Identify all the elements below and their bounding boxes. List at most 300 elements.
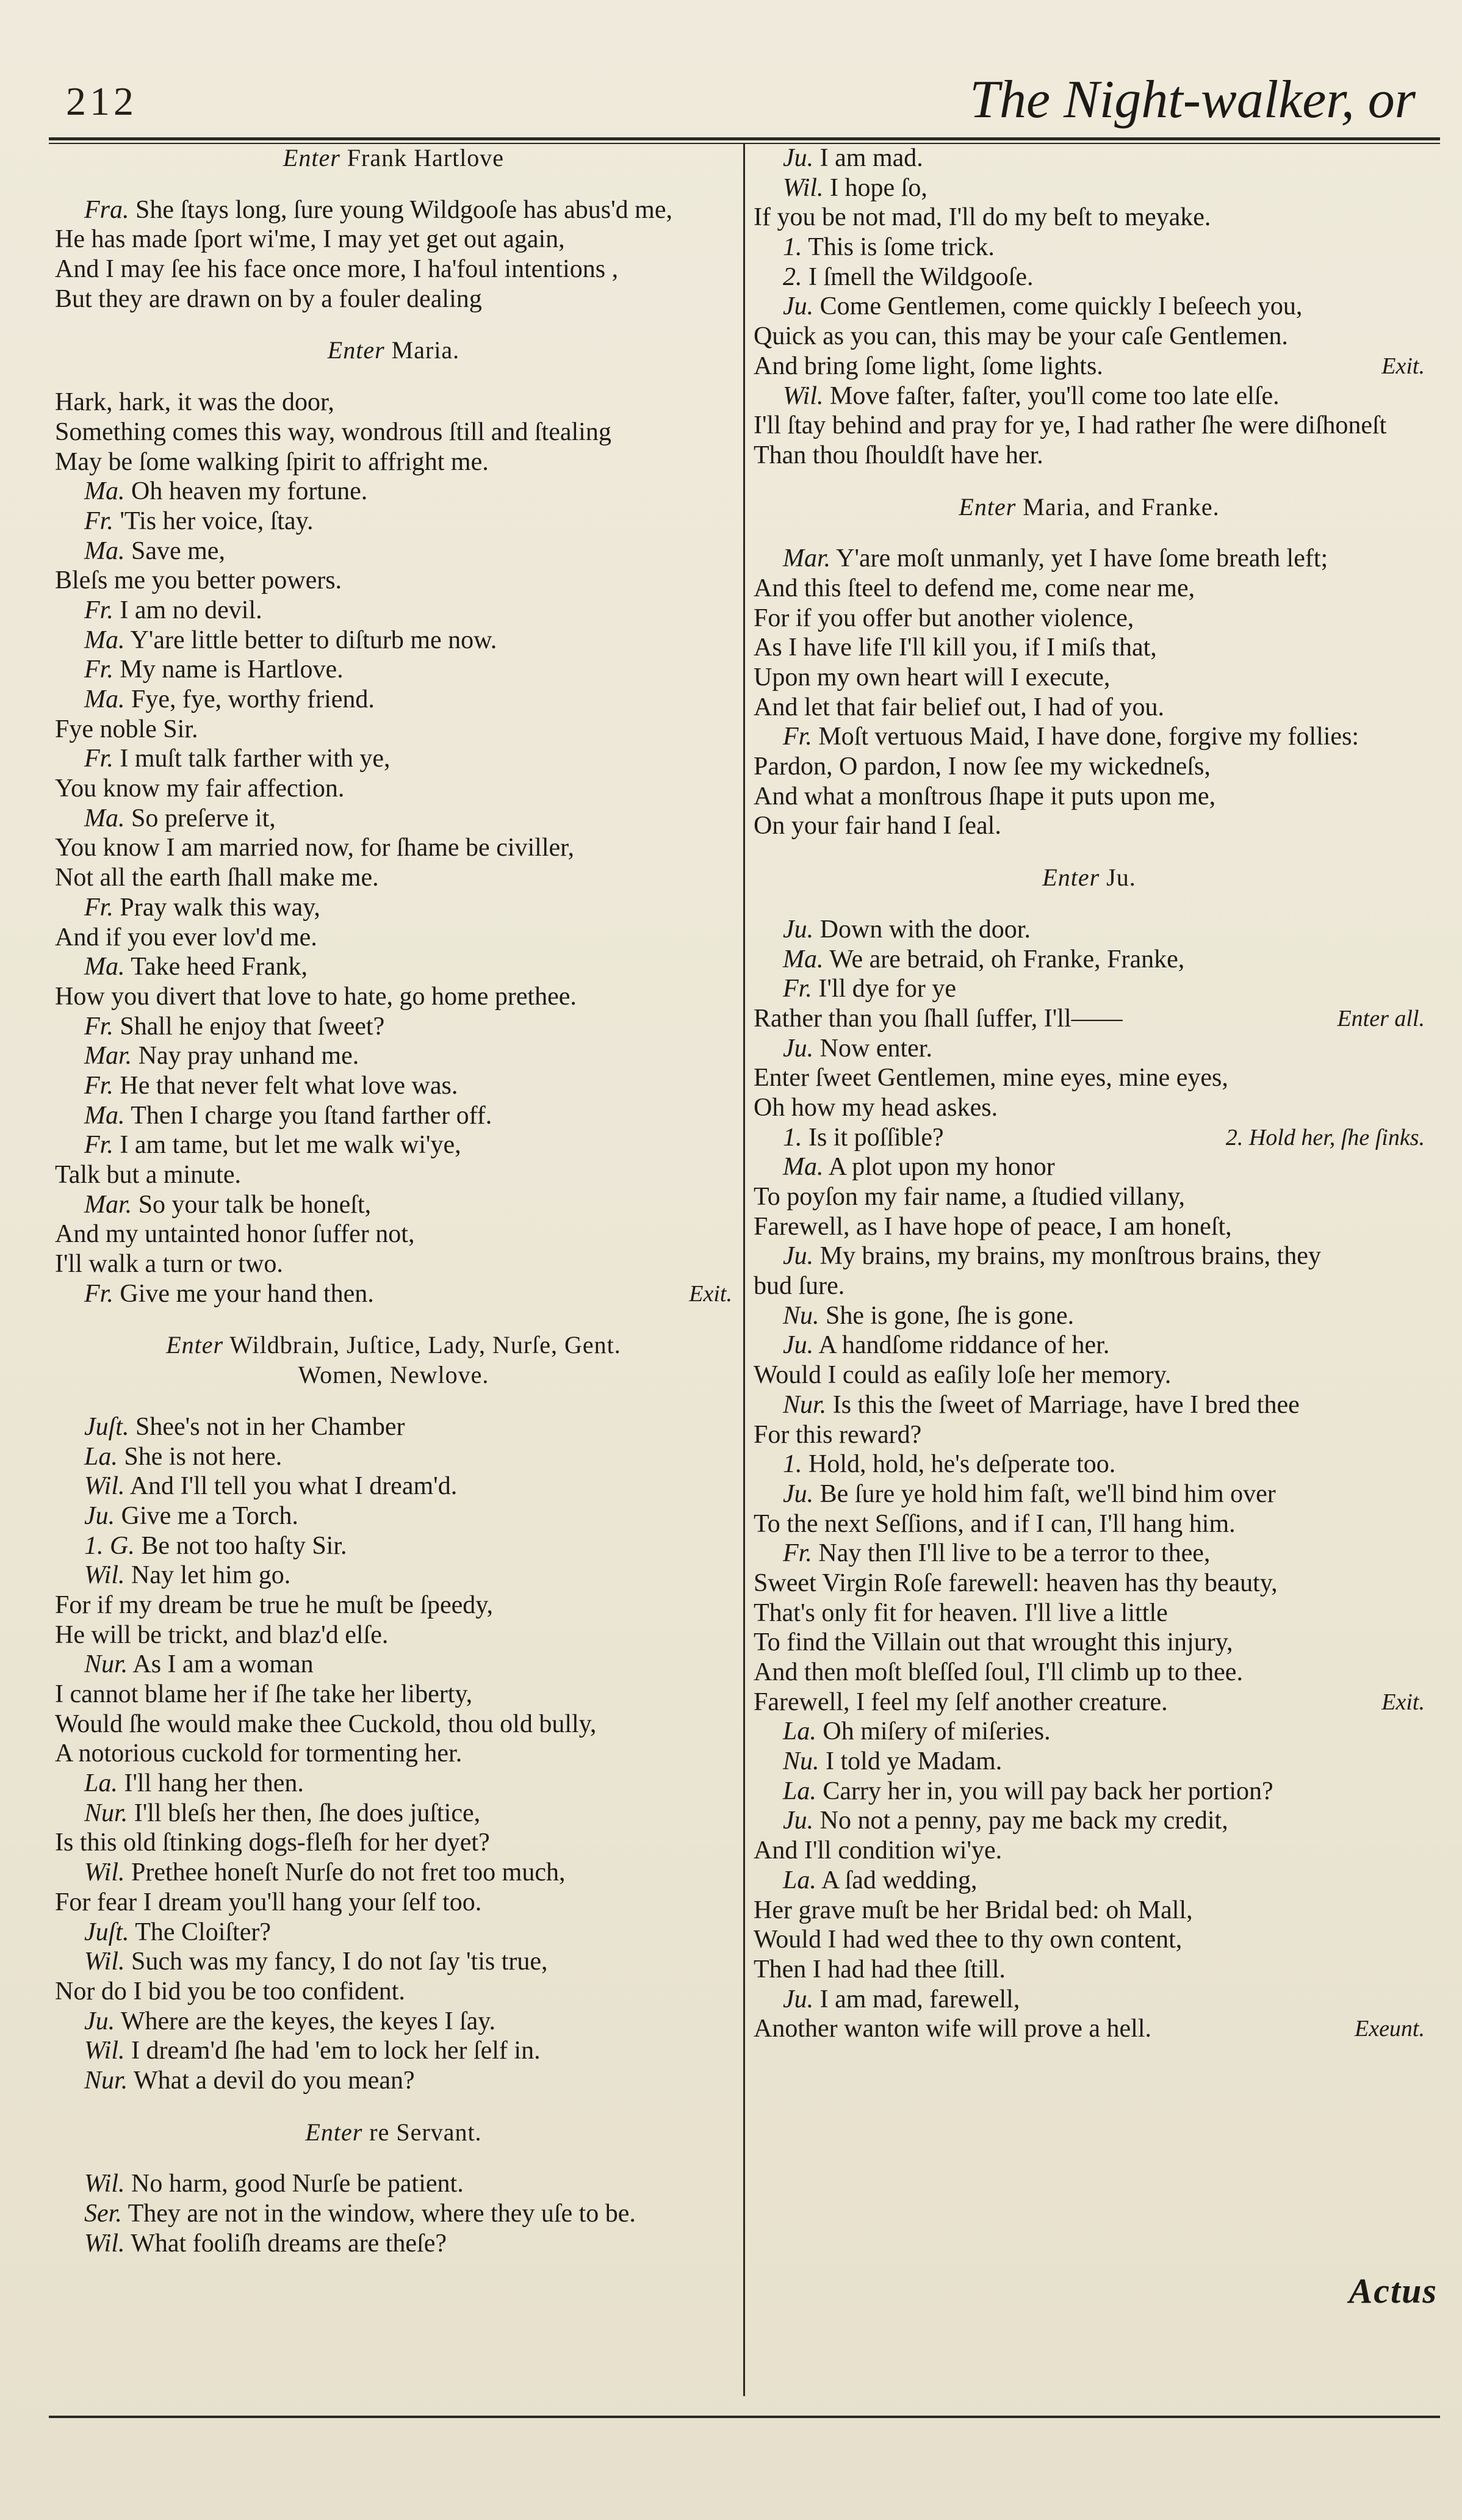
stage-direction-enter: Enter [959,493,1017,521]
speech-line [754,1717,1425,1747]
verse-line [754,352,1425,381]
verse-line [55,1160,732,1190]
line-text: A ſad wedding, [816,1866,978,1894]
line-text: For this reward? [754,1420,922,1449]
speech-line [55,1279,732,1309]
line-text: No harm, good Nurſe be patient. [124,2170,464,2198]
line-text: I ſmell the Wildgooſe. [802,262,1034,291]
speaker-name: Juſt. [84,1918,129,1946]
page-number: 212 [66,79,137,124]
speech-line [754,1985,1425,2015]
verse-line [55,923,732,953]
line-text: Another wanton wife will prove a hell. [754,2015,1151,2043]
line-text: Be not too haſty Sir. [134,1531,347,1560]
line-text: Farewell, as I have hope of peace, I am honeſt, [754,1212,1232,1241]
line-text: I'll dye for ye [812,975,957,1003]
line-text: Oh miſery of miſeries. [816,1717,1051,1746]
line-text: I'll walk a turn or two. [55,1250,283,1279]
verse-line [55,417,732,447]
line-text: To poyſon my fair name, a ſtudied villany, [754,1183,1186,1211]
line-text: Down with the door. [813,915,1031,944]
speech-line [754,292,1425,322]
speech-line [754,1301,1425,1331]
verse-line [754,1360,1425,1390]
speaker-name: Wil. [783,381,824,410]
speaker-name: Fr. [783,723,812,751]
line-text: Is it poſſible? [802,1123,944,1152]
line-text: And what a monſtrous ſhape it puts upon me, [754,782,1216,811]
verse-line [754,811,1425,841]
speech-line [55,1101,732,1131]
speech-line [55,685,732,715]
line-text: I'll bleſs her then, ſhe does juſtice, [128,1799,481,1827]
line-text: And I may ſee his face once more, I ha'foul intentions , [55,255,619,284]
line-text: Pardon, O pardon, I now ſee my wickedneſs, [754,753,1211,781]
line-text: Hark, hark, it was the door, [55,388,334,417]
line-text: Pray walk this way, [113,893,320,922]
line-text: I am tame, but let me walk wi'ye, [113,1131,461,1160]
line-text: bud ſure. [754,1272,845,1301]
speech-line [55,893,732,923]
speaker-name: Ma. [84,626,125,654]
line-text: You know I am married now, for ſhame be civiller, [55,834,574,862]
exit-direction: Exit. [1381,1689,1425,1715]
speaker-name: Ma. [84,1101,125,1130]
line-text: And I'll tell you what I dream'd. [124,1472,458,1501]
speaker-name: Fr. [84,893,113,922]
verse-line [754,1658,1425,1688]
speaker-name: Fr. [84,745,113,773]
speech-line [55,1471,732,1501]
speech-line [55,195,732,225]
line-text: Now enter. [813,1034,932,1063]
line-text: I hope ſo, [823,173,927,202]
line-text: To the next Seſſions, and if I can, I'll hang him. [754,1509,1236,1538]
speech-line [754,974,1425,1004]
line-text: If you be not mad, I'll do my beſt to meyake. [754,203,1211,232]
speech-line [754,1866,1425,1896]
line-text: Her grave muſt be her Bridal bed: oh Mall, [754,1896,1193,1924]
verse-line [754,1509,1425,1539]
speech-line [754,945,1425,975]
left-column [55,143,732,2258]
line-text: And let that fair belief out, I had of you. [754,693,1164,721]
speaker-name: Nu. [783,1747,819,1776]
line-text: Nay then I'll live to be a terror to thee, [812,1539,1211,1568]
line-text: And I'll condition wi'ye. [754,1836,1003,1865]
line-text: She ſtays long, ſure young Wildgooſe has abus'd me, [129,195,672,224]
stage-direction [55,1330,732,1360]
speech-line [55,1071,732,1101]
line-text: Nor do I bid you be too confident. [55,1977,405,2006]
line-text: They are not in the window, where they uſe to be. [121,2200,636,2228]
line-text: A plot upon my honor [823,1153,1055,1182]
line-text: Would I had wed thee to thy own content, [754,1926,1183,1954]
line-text: Move faſter, faſter, you'll come too late elſe. [823,381,1280,410]
line-text: But they are drawn on by a fouler dealing [55,284,482,313]
verse-line [55,1977,732,2007]
speaker-name: Fr. [84,1012,113,1041]
line-text: My brains, my brains, my monſtrous brains, they [813,1242,1321,1271]
speech-line [754,143,1425,173]
line-text: Sweet Virgin Roſe farewell: heaven has thy beauty, [754,1569,1278,1597]
verse-line [754,1955,1425,1985]
line-text: He that never felt what love was. [113,1071,458,1100]
verse-line [754,633,1425,663]
line-text: Than thou ſhouldſt have her. [754,441,1043,469]
line-text: For if you offer but another violence, [754,604,1134,632]
verse-line [754,1212,1425,1242]
line-text: Is this the ſweet of Marriage, have I bred thee [826,1390,1300,1419]
line-text: I dream'd ſhe had 'em to lock her ſelf in. [124,2037,541,2065]
right-column [754,143,1425,2044]
line-text: Take heed Frank, [124,953,308,981]
speech-line [754,1539,1425,1569]
speaker-name: Fr. [84,1071,113,1100]
line-text: So your talk be honeſt, [132,1190,372,1219]
line-text: I am no devil. [113,596,262,624]
line-text: May be ſome walking ſpirit to affright me. [55,447,489,476]
line-text: A handſome riddance of her. [813,1331,1110,1360]
verse-line [55,255,732,284]
line-text: Not all the earth ſhall make me. [55,864,379,892]
stage-direction [754,863,1425,893]
line-text: And my untainted honor ſuffer not, [55,1220,415,1249]
line-text: She is not here. [117,1442,283,1471]
speaker-name: Wil. [84,1472,125,1501]
speaker-name: Fr. [84,507,113,535]
speech-line [55,2229,732,2259]
speech-line [55,2007,732,2037]
exit-direction: Exit. [689,1280,732,1307]
line-text: Enter ſweet Gentlemen, mine eyes, mine eyes, [754,1064,1228,1092]
speech-line [754,544,1425,574]
stage-direction-enter: Enter [327,336,385,364]
line-text: That's only fit for heaven. I'll live a little [754,1598,1168,1627]
verse-line [754,203,1425,233]
speaker-name: Fr. [84,655,113,684]
speaker-name: Ju. [783,144,814,172]
line-text: To find the Villain out that wrought this injury, [754,1628,1233,1657]
verse-line [754,1925,1425,1955]
speaker-name: Wil. [783,173,824,202]
speaker-name: Fr. [84,1279,113,1308]
stage-direction-text: Maria. [391,336,460,364]
verse-line [754,1688,1425,1717]
speaker-name: Wil. [84,1948,125,1976]
speaker-name: Nu. [783,1301,819,1330]
speaker-name: Fra. [84,195,129,224]
verse-line [55,566,732,596]
speaker-name: Wil. [84,2037,125,2065]
verse-line [55,774,732,804]
line-text: And this ſteel to defend me, come near me, [754,574,1195,602]
line-text: Save me, [124,536,225,565]
line-text: Fye, fye, worthy friend. [124,685,375,713]
page-header [49,58,1434,150]
speaker-name: La. [84,1442,118,1471]
line-text: He has made ſport wi'me, I may yet get out again, [55,225,565,254]
speaker-name: La. [783,1717,816,1746]
speech-line [55,1412,732,1442]
verse-line [55,863,732,893]
line-text: I'll ſtay behind and pray for ye, I had rather ſhe were diſhoneſt [754,411,1387,440]
stage-direction-text: Women, Newlove. [298,1361,489,1389]
speaker-name: 1. [783,1123,802,1152]
stage-direction [754,493,1425,522]
speaker-name: Ju. [783,1331,814,1360]
line-text: I'll hang her then. [117,1769,304,1798]
speech-line [55,1858,732,1888]
verse-line [55,388,732,417]
verse-line [754,1896,1425,1926]
verse-line [55,447,732,477]
verse-line [754,1063,1425,1093]
exit-direction: Exeunt. [1354,2016,1425,2042]
speech-line [754,381,1425,411]
speech-line [55,477,732,507]
stage-direction [55,143,732,173]
speaker-name: La. [84,1769,118,1798]
line-text: Shee's not in her Chamber [129,1412,405,1441]
line-text: We are betraid, oh Franke, Franke, [823,945,1185,973]
verse-line [754,411,1425,441]
verse-line [55,1888,732,1918]
line-text: Something comes this way, wondrous ſtill and ſtealing [55,417,611,446]
speech-line [754,1806,1425,1836]
stage-direction [55,2118,732,2148]
speech-line [754,1777,1425,1807]
line-text: Where are the keyes, the keyes I ſay. [115,2007,496,2035]
speech-line [55,1531,732,1561]
speech-line [55,2036,732,2066]
stage-direction [55,336,732,366]
speaker-name: Mar. [84,1042,132,1070]
verse-line [55,1680,732,1709]
speech-line [55,1012,732,1042]
speaker-name: Mar. [84,1190,132,1219]
verse-line [55,1828,732,1858]
line-text: I am mad. [813,144,923,172]
line-text: So preſerve it, [124,804,276,832]
line-text: Then I charge you ſtand farther off. [124,1101,492,1130]
line-text: Would I could as eaſily loſe her memory. [754,1361,1172,1390]
speaker-name: Ma. [84,536,125,565]
speaker-name: Wil. [84,2229,125,2258]
speech-line [55,626,732,655]
speech-line [754,233,1425,262]
speaker-name: Wil. [84,2170,125,2198]
verse-line [55,982,732,1012]
speech-line [55,744,732,774]
speech-line [55,1190,732,1220]
speaker-name: Ju. [783,1985,814,2013]
verse-line [754,1598,1425,1628]
line-text: Fye noble Sir. [55,715,198,743]
speaker-name: Ju. [783,1807,814,1835]
stage-direction-enter: Enter [283,144,340,171]
speaker-name: La. [783,1777,816,1805]
line-text: For fear I dream you'll hang your ſelf too. [55,1888,482,1916]
speech-line [55,655,732,685]
verse-line [55,1219,732,1249]
speaker-name: Ju. [783,1034,814,1063]
exit-direction: Enter all. [1337,1005,1425,1031]
verse-line [55,715,732,745]
line-text: Moſt vertuous Maid, I have done, forgive my follies: [812,723,1359,751]
speech-line [55,536,732,566]
speech-line [55,2066,732,2096]
verse-line [754,322,1425,352]
line-text: Nay pray unhand me. [132,1042,359,1070]
line-text: Would ſhe would make thee Cuckold, thou old bully, [55,1709,597,1738]
line-text: What fooliſh dreams are theſe? [124,2229,447,2258]
line-text: Bleſs me you better powers. [55,566,342,595]
stage-direction-enter: Enter [1042,864,1100,892]
line-text: Prethee honeſt Nurſe do not fret too much, [124,1858,566,1887]
verse-line [754,1093,1425,1123]
line-text: Rather than you ſhall ſuffer, I'll—— [754,1004,1123,1033]
speaker-name: Ju. [783,1242,814,1271]
column-divider [743,144,745,2396]
speaker-name: Fr. [783,1539,812,1568]
speech-line [55,1501,732,1531]
verse-line [754,1182,1425,1212]
speech-line [55,1918,732,1948]
speaker-name: Ma. [84,804,125,832]
speaker-name: Ju. [783,292,814,321]
verse-line [754,752,1425,782]
verse-line [754,663,1425,693]
line-text: No not a penny, pay me back my credit, [813,1807,1228,1835]
line-text: Nay let him go. [124,1561,291,1590]
speaker-name: Juſt. [84,1412,129,1441]
stage-direction-text: Maria, and Franke. [1023,493,1220,521]
speaker-name: Nur. [783,1390,827,1419]
stage-direction-text: Wildbrain, Juſtice, Lady, Nurſe, Gent. [229,1331,621,1359]
line-text: Be ſure ye hold him faſt, we'll bind him over [813,1479,1276,1508]
speaker-name: Nur. [84,1650,128,1679]
speech-line [55,952,732,982]
stage-direction-enter: Enter [166,1331,224,1359]
speaker-name: Ju. [783,915,814,944]
speaker-name: Nur. [84,2066,128,2095]
speech-line [754,1123,1425,1153]
speaker-name: Ser. [84,2200,122,2228]
line-text: Such was my fancy, I do not ſay 'tis true, [124,1948,548,1976]
verse-line [55,1739,732,1769]
line-text: I cannot blame her if ſhe take her liberty, [55,1680,473,1708]
speaker-name: Wil. [84,1858,125,1887]
speech-line [754,1330,1425,1360]
speaker-name: 1. [783,1450,802,1479]
speech-line [55,507,732,536]
speech-line [55,596,732,626]
speech-line [754,1152,1425,1182]
speaker-name: 1. G. [84,1531,135,1560]
verse-line [754,1420,1425,1450]
speech-line [55,1799,732,1829]
stage-direction-text: Ju. [1106,864,1136,892]
line-text: Talk but a minute. [55,1161,241,1189]
verse-line [55,284,732,314]
line-text: This is ſome trick. [802,233,995,262]
exit-direction: Exit. [1381,353,1425,379]
line-text: As I am a woman [128,1650,314,1679]
speaker-name: Ma. [84,953,125,981]
speaker-name: La. [783,1866,816,1894]
stage-direction-text: re Servant. [369,2118,482,2146]
speaker-name: Ma. [84,685,125,713]
line-text: I told ye Madam. [819,1747,1003,1776]
verse-line [55,1249,732,1279]
line-text: Y'are little better to diſturb me now. [124,626,497,654]
verse-line [55,1709,732,1739]
line-text: And bring ſome light, ſome lights. [754,352,1103,380]
speech-line [754,1479,1425,1509]
line-text: Shall he enjoy that ſweet? [113,1012,385,1041]
header-rule [49,137,1440,140]
line-text: Give me your hand then. [113,1279,374,1308]
verse-line [754,1569,1425,1598]
speech-line [55,2199,732,2229]
line-text: A notorious cuckold for tormenting her. [55,1739,463,1768]
speaker-name: Nur. [84,1799,128,1827]
verse-line [55,225,732,255]
line-text: Quick as you can, this may be your caſe Gentlemen. [754,322,1288,351]
verse-line [754,1836,1425,1866]
speech-line [55,1769,732,1799]
speech-line [754,915,1425,945]
speech-line [754,262,1425,292]
catchword: Actus [1349,2271,1438,2311]
verse-line [754,1004,1425,1034]
speaker-name: 2. [783,262,802,291]
speech-line [754,1450,1425,1479]
verse-line [754,693,1425,723]
line-text: Carry her in, you will pay back her portion? [816,1777,1273,1805]
line-text: The Cloiſter? [129,1918,271,1946]
line-text: How you divert that love to hate, go home prethee. [55,982,577,1011]
speech-line [754,1747,1425,1777]
speaker-name: Fr. [783,975,812,1003]
verse-line [754,604,1425,634]
verse-line [754,2014,1425,2044]
speech-line [55,1041,732,1071]
speech-line [55,2169,732,2199]
line-text: He will be trickt, and blaz'd elſe. [55,1620,389,1649]
verse-line [55,1620,732,1650]
line-text: For if my dream be true he muſt be ſpeedy, [55,1590,494,1619]
verse-line [754,782,1425,812]
exit-direction: 2. Hold her, ſhe ſinks. [1225,1124,1425,1150]
stage-direction-text: Frank Hartlove [347,144,505,171]
line-text: I am mad, farewell, [813,1985,1020,2013]
speech-line [754,722,1425,752]
footer-rule [49,2416,1440,2418]
speech-line [55,1650,732,1680]
speaker-name: Fr. [84,1131,113,1160]
line-text: Is this old ſtinking dogs-fleſh for her dyet? [55,1829,490,1857]
verse-line [754,574,1425,604]
line-text: She is gone, ſhe is gone. [819,1301,1075,1330]
line-text: I muſt talk farther with ye, [113,745,391,773]
line-text: You know my fair affection. [55,774,345,803]
speaker-name: Ju. [84,1501,115,1530]
speech-line [754,1241,1425,1271]
line-text: Give me a Torch. [115,1501,298,1530]
speaker-name: Ju. [84,2007,115,2035]
